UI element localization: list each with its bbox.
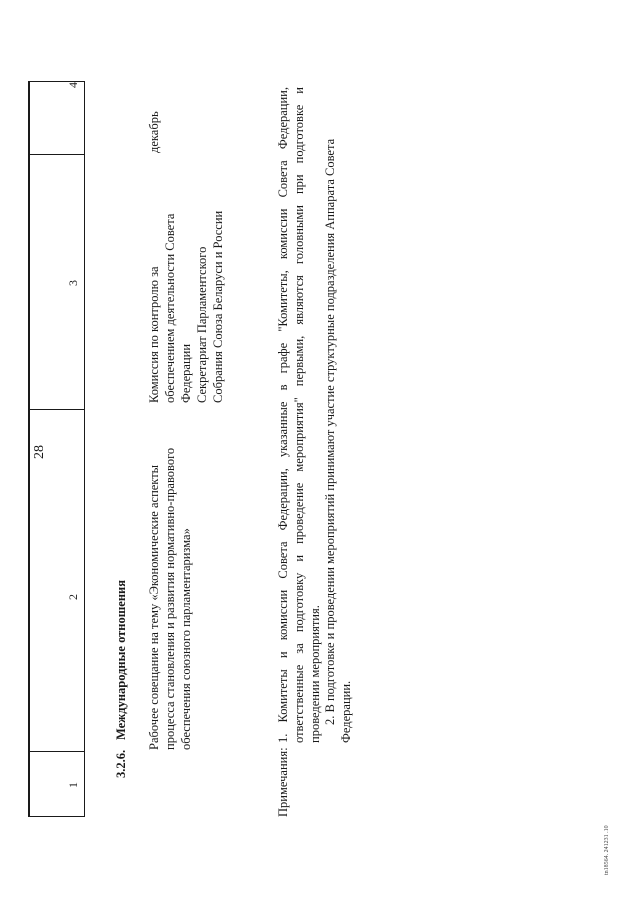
event-date: декабрь	[147, 111, 161, 153]
event-title-line: Рабочее совещание на тему «Экономические аспекты	[147, 464, 161, 750]
section-number: 3.2.6.	[114, 749, 128, 778]
responsible-line: Комиссия по контролю за	[147, 266, 161, 403]
responsible-line: обеспечением деятельности Совета	[163, 213, 177, 403]
column-header-2: 2	[66, 594, 80, 600]
table-left-border	[28, 816, 85, 817]
event-title-line: процесса становления и развития нормативно-правового	[163, 447, 177, 750]
notes-label: Примечания:	[276, 747, 290, 817]
responsible-line: Собрания Союза Беларуси и России	[211, 210, 225, 403]
table-divider-2	[28, 409, 85, 410]
section-title: Международные отношения	[114, 579, 128, 740]
notes-line: проведении мероприятия.	[308, 605, 322, 743]
notes-line: 2. В подготовке и проведении мероприятий принимают участие структурные подразделения Аппарата Совета	[323, 138, 337, 725]
responsible-line: Федерации	[179, 343, 193, 403]
footer-code: tn18564. 241231 .10	[604, 825, 610, 875]
column-header-1: 1	[66, 782, 80, 788]
table-header-bottom-border	[84, 81, 85, 817]
column-header-3: 3	[66, 280, 80, 286]
page-number: 28	[32, 445, 47, 459]
responsible-line: Секретариат Парламентского	[195, 246, 209, 403]
notes-line: ответственные за подготовку и проведение мероприятия" первыми, являются головными при подготовке и	[292, 87, 306, 743]
table-divider-1	[28, 751, 85, 752]
column-header-4: 4	[66, 82, 80, 88]
table-top-border	[28, 81, 30, 817]
notes-line: 1. Комитеты и комиссии Совета Федерации, указанные в графе "Комитеты, комиссии Совета Федерации,	[276, 87, 290, 743]
event-title-line: обеспечения союзного парламентаризма»	[179, 528, 193, 750]
notes-line: Федерации.	[339, 680, 353, 743]
table-divider-3	[28, 154, 85, 155]
